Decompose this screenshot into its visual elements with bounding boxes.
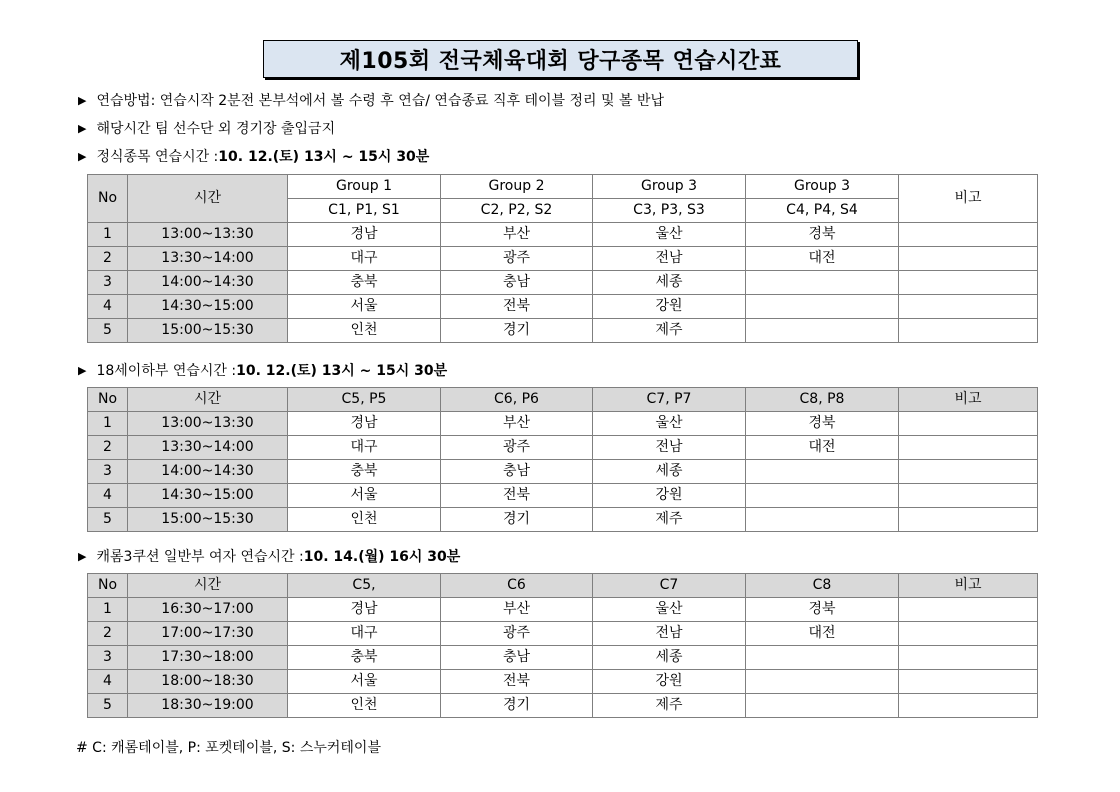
region-cell: 경북 (746, 598, 899, 622)
row-no-cell: 2 (88, 622, 128, 646)
region-cell: 울산 (593, 223, 746, 247)
remark-cell (899, 646, 1038, 670)
header-time: 시간 (128, 175, 288, 223)
region-cell (746, 271, 899, 295)
triangle-bullet-icon: ▶ (78, 363, 87, 377)
region-cell (746, 508, 899, 532)
row-no-cell: 4 (88, 670, 128, 694)
region-cell: 충남 (441, 460, 593, 484)
header-no: No (88, 574, 128, 598)
header-remark: 비고 (899, 388, 1038, 412)
region-cell: 전북 (441, 295, 593, 319)
row-no-cell: 3 (88, 646, 128, 670)
region-cell (746, 670, 899, 694)
row-time-cell: 15:00~15:30 (128, 319, 288, 343)
remark-cell (899, 598, 1038, 622)
region-cell: 세종 (593, 271, 746, 295)
row-no-cell: 5 (88, 319, 128, 343)
region-cell: 경남 (288, 412, 441, 436)
remark-cell (899, 622, 1038, 646)
header-tables: C6, P6 (441, 388, 593, 412)
region-cell: 충남 (441, 646, 593, 670)
region-cell: 전남 (593, 436, 746, 460)
region-cell: 강원 (593, 484, 746, 508)
region-cell: 제주 (593, 694, 746, 718)
region-cell: 부산 (441, 598, 593, 622)
region-cell: 충북 (288, 271, 441, 295)
header-group: Group 2 (441, 175, 593, 199)
table-row (88, 412, 1038, 436)
table-row (88, 670, 1038, 694)
note-practice-method (78, 90, 664, 110)
note-text: 해당시간 팀 선수단 외 경기장 출입금지 (96, 121, 336, 137)
region-cell: 경기 (441, 694, 593, 718)
header-remark: 비고 (899, 574, 1038, 598)
region-cell: 강원 (593, 295, 746, 319)
region-cell: 인천 (288, 508, 441, 532)
region-cell: 충북 (288, 646, 441, 670)
region-cell: 세종 (593, 646, 746, 670)
row-no-cell: 2 (88, 247, 128, 271)
region-cell: 울산 (593, 412, 746, 436)
triangle-bullet-icon: ▶ (78, 149, 87, 163)
header-time: 시간 (128, 388, 288, 412)
region-cell: 울산 (593, 598, 746, 622)
row-no-cell: 1 (88, 412, 128, 436)
row-no-cell: 1 (88, 223, 128, 247)
header-tables: C3, P3, S3 (593, 199, 746, 223)
row-time-cell: 18:00~18:30 (128, 670, 288, 694)
row-no-cell: 2 (88, 436, 128, 460)
region-cell: 서울 (288, 295, 441, 319)
remark-cell (899, 460, 1038, 484)
row-no-cell: 1 (88, 598, 128, 622)
table-header-row (88, 175, 1038, 199)
header-tables: C7 (593, 574, 746, 598)
row-time-cell: 13:00~13:30 (128, 412, 288, 436)
row-time-cell: 13:00~13:30 (128, 223, 288, 247)
region-cell: 대전 (746, 247, 899, 271)
row-time-cell: 14:00~14:30 (128, 271, 288, 295)
region-cell (746, 460, 899, 484)
section-time: 10. 12.(토) 13시 ~ 15시 30분 (218, 149, 430, 165)
header-tables: C8 (746, 574, 899, 598)
header-tables: C1, P1, S1 (288, 199, 441, 223)
region-cell: 충북 (288, 460, 441, 484)
region-cell (746, 694, 899, 718)
remark-cell (899, 508, 1038, 532)
schedule-table-official (87, 174, 1038, 343)
header-no: No (88, 175, 128, 223)
header-group: Group 3 (746, 175, 899, 199)
table-header-row (88, 574, 1038, 598)
header-tables: C5, (288, 574, 441, 598)
region-cell: 대구 (288, 622, 441, 646)
section-heading-carom-women (78, 546, 460, 566)
note-entry-restriction (78, 118, 335, 138)
region-cell: 광주 (441, 622, 593, 646)
region-cell: 부산 (441, 223, 593, 247)
table-row (88, 271, 1038, 295)
remark-cell (899, 295, 1038, 319)
remark-cell (899, 412, 1038, 436)
row-time-cell: 15:00~15:30 (128, 508, 288, 532)
remark-cell (899, 484, 1038, 508)
header-tables: C4, P4, S4 (746, 199, 899, 223)
section-label: 캐롬3쿠션 일반부 여자 연습시간 : (96, 549, 304, 565)
region-cell: 전남 (593, 622, 746, 646)
region-cell: 제주 (593, 319, 746, 343)
region-cell: 부산 (441, 412, 593, 436)
header-tables: C7, P7 (593, 388, 746, 412)
region-cell: 광주 (441, 436, 593, 460)
remark-cell (899, 436, 1038, 460)
region-cell (746, 484, 899, 508)
section-label: 정식종목 연습시간 : (96, 149, 219, 165)
table-row (88, 646, 1038, 670)
row-time-cell: 18:30~19:00 (128, 694, 288, 718)
row-time-cell: 13:30~14:00 (128, 436, 288, 460)
row-no-cell: 3 (88, 271, 128, 295)
region-cell: 경북 (746, 412, 899, 436)
table-row (88, 694, 1038, 718)
row-time-cell: 17:30~18:00 (128, 646, 288, 670)
section-time: 10. 12.(토) 13시 ~ 15시 30분 (236, 363, 448, 379)
row-no-cell: 4 (88, 295, 128, 319)
remark-cell (899, 223, 1038, 247)
section-heading-official (78, 146, 429, 166)
region-cell: 서울 (288, 670, 441, 694)
remark-cell (899, 694, 1038, 718)
region-cell: 대구 (288, 247, 441, 271)
header-tables: C5, P5 (288, 388, 441, 412)
region-cell: 전남 (593, 247, 746, 271)
region-cell: 전북 (441, 670, 593, 694)
region-cell: 인천 (288, 319, 441, 343)
row-time-cell: 14:30~15:00 (128, 295, 288, 319)
header-no: No (88, 388, 128, 412)
header-tables: C6 (441, 574, 593, 598)
section-time: 10. 14.(월) 16시 30분 (303, 549, 461, 565)
remark-cell (899, 670, 1038, 694)
remark-cell (899, 319, 1038, 343)
table-header-row (88, 388, 1038, 412)
header-tables: C2, P2, S2 (441, 199, 593, 223)
header-group: Group 1 (288, 175, 441, 199)
row-no-cell: 4 (88, 484, 128, 508)
row-time-cell: 17:00~17:30 (128, 622, 288, 646)
table-row (88, 319, 1038, 343)
region-cell (746, 295, 899, 319)
region-cell: 대전 (746, 622, 899, 646)
region-cell: 경남 (288, 223, 441, 247)
region-cell: 경기 (441, 319, 593, 343)
region-cell: 강원 (593, 670, 746, 694)
triangle-bullet-icon: ▶ (78, 93, 87, 107)
table-row (88, 622, 1038, 646)
table-row (88, 247, 1038, 271)
header-group: Group 3 (593, 175, 746, 199)
region-cell: 대구 (288, 436, 441, 460)
footnote-legend: # C: 캐롬테이블, P: 포켓테이블, S: 스누커테이블 (76, 740, 381, 756)
region-cell: 인천 (288, 694, 441, 718)
row-no-cell: 5 (88, 694, 128, 718)
table-row (88, 436, 1038, 460)
section-heading-under18 (78, 360, 447, 380)
region-cell: 서울 (288, 484, 441, 508)
region-cell: 제주 (593, 508, 746, 532)
triangle-bullet-icon: ▶ (78, 121, 87, 135)
page-title: 제105회 전국체육대회 당구종목 연습시간표 (263, 40, 858, 78)
remark-cell (899, 247, 1038, 271)
region-cell: 광주 (441, 247, 593, 271)
header-time: 시간 (128, 574, 288, 598)
header-tables: C8, P8 (746, 388, 899, 412)
table-row (88, 295, 1038, 319)
remark-cell (899, 271, 1038, 295)
region-cell (746, 319, 899, 343)
table-row (88, 598, 1038, 622)
region-cell (746, 646, 899, 670)
region-cell: 경기 (441, 508, 593, 532)
table-row (88, 508, 1038, 532)
header-remark: 비고 (899, 175, 1038, 223)
region-cell: 세종 (593, 460, 746, 484)
note-text: 연습방법: 연습시작 2분전 본부석에서 볼 수령 후 연습/ 연습종료 직후 테이블 정리 및 볼 반납 (96, 93, 664, 109)
row-time-cell: 14:00~14:30 (128, 460, 288, 484)
table-row (88, 484, 1038, 508)
region-cell: 경북 (746, 223, 899, 247)
row-no-cell: 3 (88, 460, 128, 484)
schedule-table-under18 (87, 387, 1038, 532)
row-time-cell: 16:30~17:00 (128, 598, 288, 622)
region-cell: 전북 (441, 484, 593, 508)
row-no-cell: 5 (88, 508, 128, 532)
table-row (88, 223, 1038, 247)
section-label: 18세이하부 연습시간 : (96, 363, 237, 379)
table-row (88, 460, 1038, 484)
triangle-bullet-icon: ▶ (78, 549, 87, 563)
schedule-table-carom-women (87, 573, 1038, 718)
row-time-cell: 14:30~15:00 (128, 484, 288, 508)
region-cell: 대전 (746, 436, 899, 460)
region-cell: 충남 (441, 271, 593, 295)
row-time-cell: 13:30~14:00 (128, 247, 288, 271)
region-cell: 경남 (288, 598, 441, 622)
